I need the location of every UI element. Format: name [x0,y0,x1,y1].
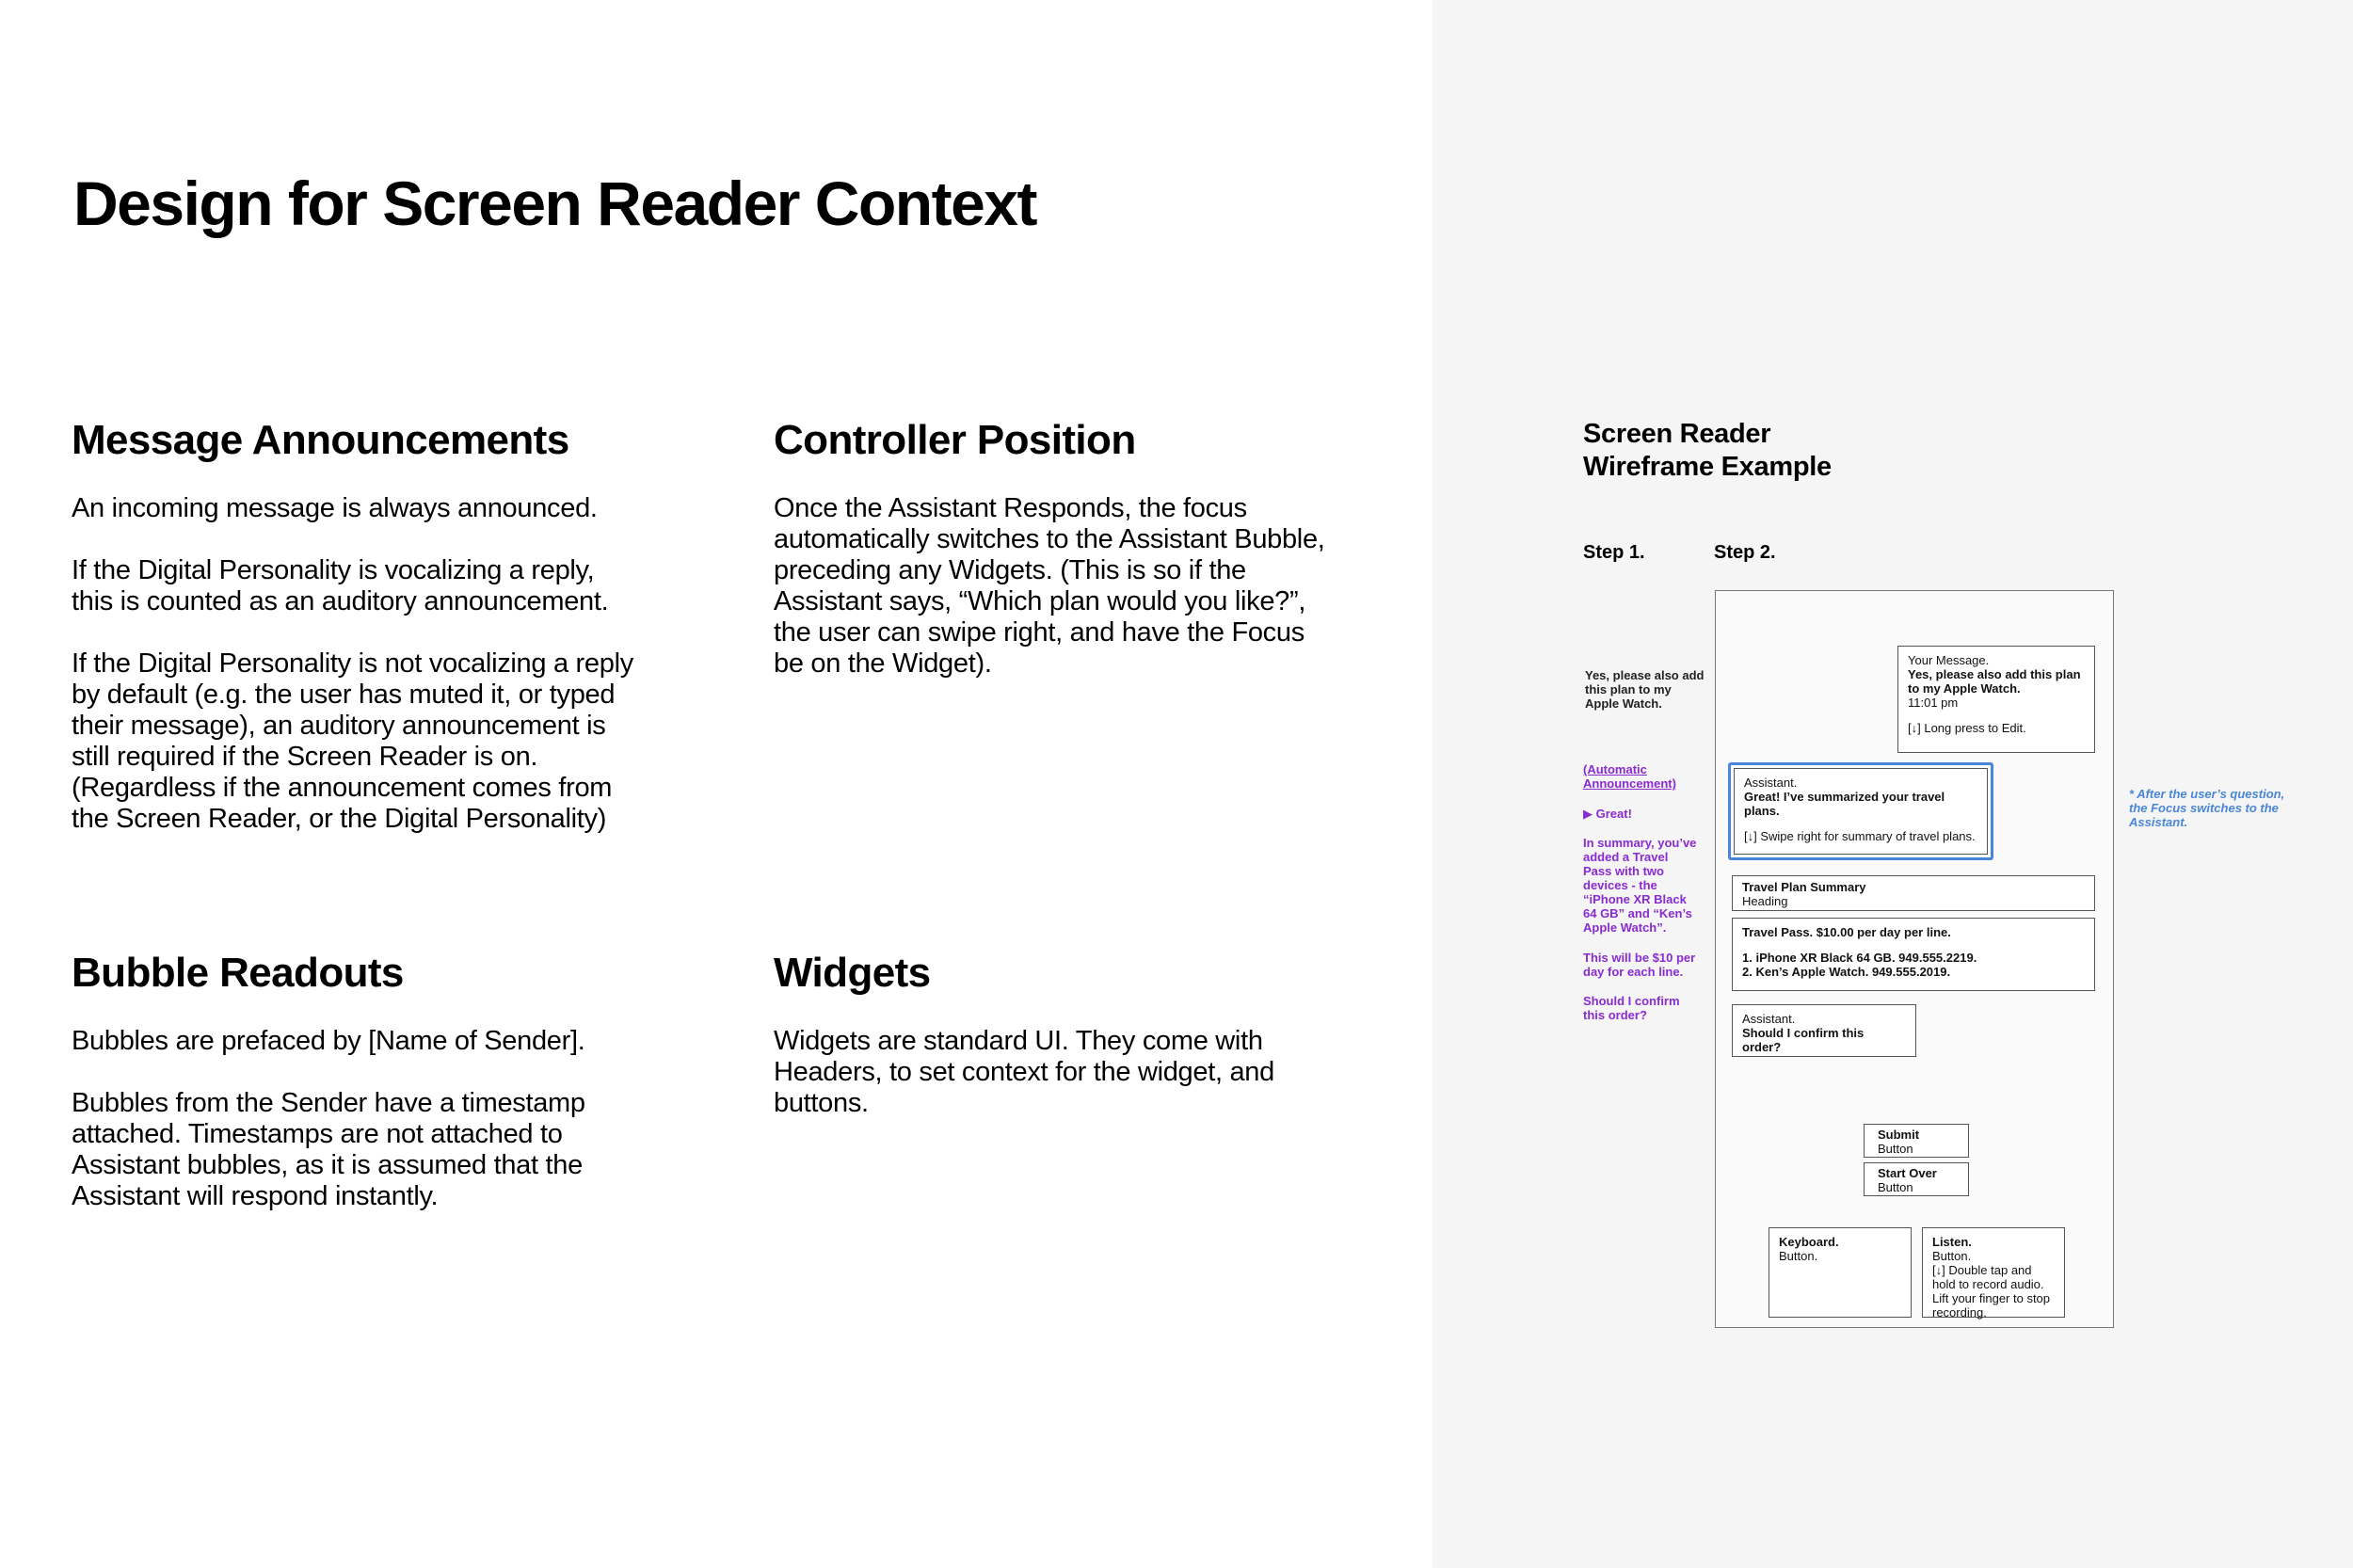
step1-auto-label: (Automatic Announcement) [1583,762,1676,791]
step2-label: Step 2. [1714,542,1776,563]
section-heading: Bubble Readouts [72,950,404,996]
step1-great: ▶ Great! [1583,807,1632,821]
assistant-bubble-confirm[interactable] [1732,1004,1916,1057]
submit-button[interactable] [1864,1124,1969,1158]
summary-heading-title: Travel Plan Summary [1742,880,1866,894]
summary-line2: 1. iPhone XR Black 64 GB. 949.555.2219. [1742,951,1977,965]
page-title: Design for Screen Reader Context [73,168,1036,238]
listen-button[interactable] [1922,1227,2065,1318]
section-message-announcements [72,418,636,866]
section-controller-position [774,418,1338,711]
your-message-time: 11:01 pm [1908,696,1959,710]
wireframe-title-line2: Wireframe Example [1583,452,1832,482]
wireframe-title-line1: Screen Reader [1583,419,1771,449]
summary-heading-role: Heading [1742,894,1788,908]
step1-user-said: Yes, please also add this plan to my Apple Watch. [1585,668,1705,711]
step1-summary: In summary, you’ve added a Travel Pass with two devices - the “iPhone XR Black 64 GB” and “Ken’s Apple Watch”. [1583,836,1697,935]
assistant-bubble-summary[interactable] [1734,768,1988,855]
submit-role: Button [1878,1142,1913,1156]
start-over-button[interactable] [1864,1162,1969,1196]
start-over-role: Button [1878,1180,1913,1194]
section-bubble-readouts [72,951,636,1243]
step1-cost: This will be $10 per day for each line. [1583,951,1696,979]
listen-role: Button. [1932,1249,1972,1263]
summary-body-widget[interactable] [1732,918,2095,991]
assistant-label: Assistant. [1742,1012,1796,1026]
keyboard-button[interactable] [1769,1227,1912,1318]
focus-note: * After the user’s question, the Focus switches to the Assistant. [2129,787,2285,829]
your-message-hint: [↓] Long press to Edit. [1908,721,2026,735]
keyboard-label: Keyboard. [1779,1235,1839,1249]
assistant-label: Assistant. [1744,776,1798,790]
summary-line3: 2. Ken’s Apple Watch. 949.555.2019. [1742,965,1951,979]
assistant-text: Should I confirm this order? [1742,1026,1865,1054]
summary-heading-widget[interactable] [1732,875,2095,911]
section-heading: Widgets [774,950,931,996]
summary-line1: Travel Pass. $10.00 per day per line. [1742,925,1951,939]
wireframe-title [1583,418,1832,484]
paragraph: Widgets are standard UI. They come with Headers, to set context for the widget, and buttons. [774,1026,1274,1119]
assistant-text: Great! I’ve summarized your travel plans. [1744,790,1945,818]
section-widgets [774,951,1338,1150]
paragraph: If the Digital Personality is not vocalizing a reply by default (e.g. the user has muted it, or typed their message), an auditory announcement is still required if the Screen Reader is on. (Regardless if the announcement comes from the Screen Reader, or the Digital Personality) [72,648,633,835]
your-message-text: Yes, please also add this plan to my Apple Watch. [1908,667,2081,696]
section-heading: Controller Position [774,417,1136,463]
your-message-label: Your Message. [1908,653,1990,667]
paragraph: If the Digital Personality is vocalizing a reply, this is counted as an auditory announcement. [72,555,609,617]
step1-confirm: Should I confirm this order? [1583,994,1680,1022]
keyboard-role: Button. [1779,1249,1818,1263]
step1-label: Step 1. [1583,542,1645,563]
paragraph: Bubbles from the Sender have a timestamp attached. Timestamps are not attached to Assistant bubbles, as it is assumed that the Assistant will respond instantly. [72,1088,585,1212]
listen-label: Listen. [1932,1235,1972,1249]
start-over-label: Start Over [1878,1166,1937,1180]
your-message-bubble[interactable] [1897,646,2095,753]
paragraph: An incoming message is always announced. [72,493,598,524]
listen-hint: [↓] Double tap and hold to record audio. Lift your finger to stop recording. [1932,1263,2051,1320]
paragraph: Bubbles are prefaced by [Name of Sender]. [72,1026,585,1057]
assistant-hint: [↓] Swipe right for summary of travel plans. [1744,829,1976,843]
submit-label: Submit [1878,1128,1920,1142]
paragraph: Once the Assistant Responds, the focus automatically switches to the Assistant Bubble, preceding any Widgets. (This is so if the Assistant says, “Which plan would you like?”, the user can swipe right, and have the Focus be on the Widget). [774,493,1325,680]
section-heading: Message Announcements [72,417,569,463]
